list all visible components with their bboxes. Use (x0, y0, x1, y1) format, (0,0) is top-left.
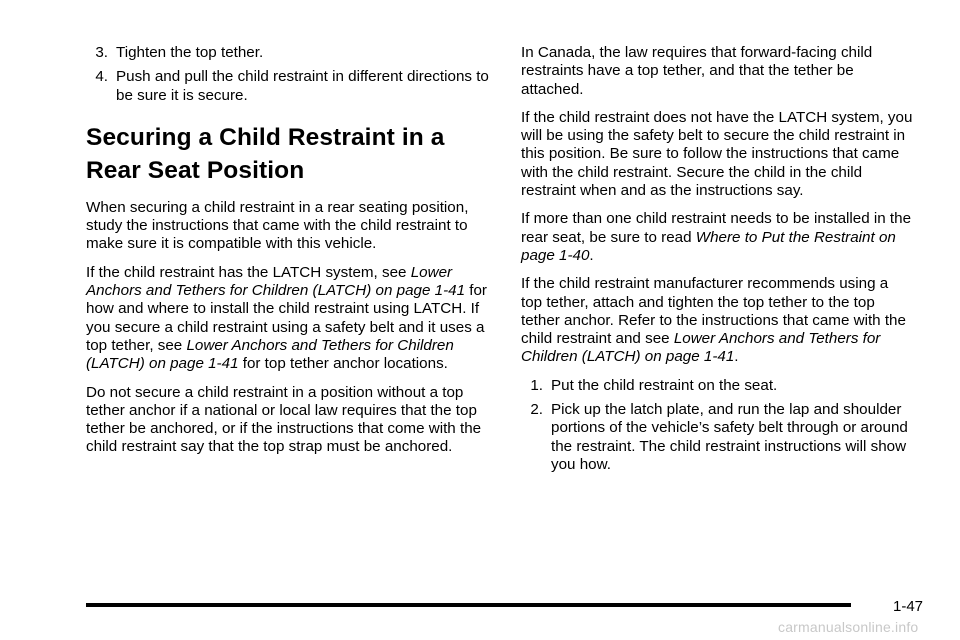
list-number: 2. (530, 401, 543, 419)
watermark: carmanualsonline.info (778, 619, 919, 635)
right-column (521, 44, 913, 480)
text-run: If more than one child restraint needs to be installed in the rear seat, be sure to read (521, 210, 912, 246)
list-number: 1. (530, 376, 543, 394)
list-item (86, 68, 493, 105)
list-number: 3. (95, 44, 108, 61)
page-number: 1-47 (893, 598, 924, 615)
list-text: Push and pull the child restraint in different directions to be sure it is secure. (116, 68, 489, 104)
list-text: Tighten the top tether. (116, 44, 264, 61)
paragraph-no-latch: If the child restraint does not have the LATCH system, you will be using the safety belt to secure the child restraint in this position. Be sure to follow the instructions that came with the child restraint. Secure the child in the child restraint when and as the instructions say. (521, 108, 913, 200)
text-run: . (734, 348, 739, 366)
cross-reference-link[interactable]: Lower Anchors and Tethers for Children (LATCH) on page 1-41 (86, 263, 466, 300)
cross-reference-link[interactable]: Lower Anchors and Tethers for Children (LATCH) on page 1-41 (521, 330, 881, 366)
list-item (521, 401, 913, 474)
list-item (521, 377, 913, 395)
list-text: Pick up the latch plate, and run the lap and shoulder portions of the vehicle’s safety belt through or around the restraint. The child restraint instructions will show you how. (551, 401, 908, 473)
paragraph-latch (86, 264, 493, 374)
left-column (86, 44, 493, 467)
text-run: . (589, 246, 594, 264)
paragraph-multiple-restraints (521, 210, 913, 265)
paragraph-canada-law: In Canada, the law requires that forward-facing child restraints have a top tether, and that the tether be attached. (521, 44, 873, 98)
text-run: for top tether anchor locations. (238, 355, 448, 373)
cross-reference-link[interactable]: Where to Put the Restraint on page 1-40 (521, 228, 896, 264)
footer-rule (86, 603, 851, 607)
text-run: for how and where to install the child restraint using LATCH. If you secure a child restraint using a safety belt and it uses a top tether, see (86, 282, 487, 354)
list-number: 4. (95, 68, 108, 86)
list-text: Put the child restraint on the seat. (551, 376, 778, 394)
paragraph-compatibility: When securing a child restraint in a rear seating position, study the instructions that came with the child restraint to make sure it is compatible with this vehicle. (86, 198, 469, 253)
cross-reference-link[interactable]: Lower Anchors and Tethers for Children (LATCH) on page 1-41 (86, 336, 454, 373)
paragraph-top-tether (521, 275, 913, 366)
section-heading: Securing a Child Restraint in a Rear Seat Position (86, 123, 445, 184)
text-run: If the child restraint has the LATCH system, see (86, 263, 411, 281)
text-run: If the child restraint manufacturer recommends using a top tether, attach and tighten the top tether to the top tether anchor. Refer to the instructions that came with the child restraint and see (521, 275, 906, 348)
paragraph-tether-warning: Do not secure a child restraint in a position without a top tether anchor if a national or local law requires that the top tether be anchored, or if the instructions that come with the child restraint say that the top strap must be anchored. (86, 383, 482, 456)
list-item (86, 44, 493, 62)
